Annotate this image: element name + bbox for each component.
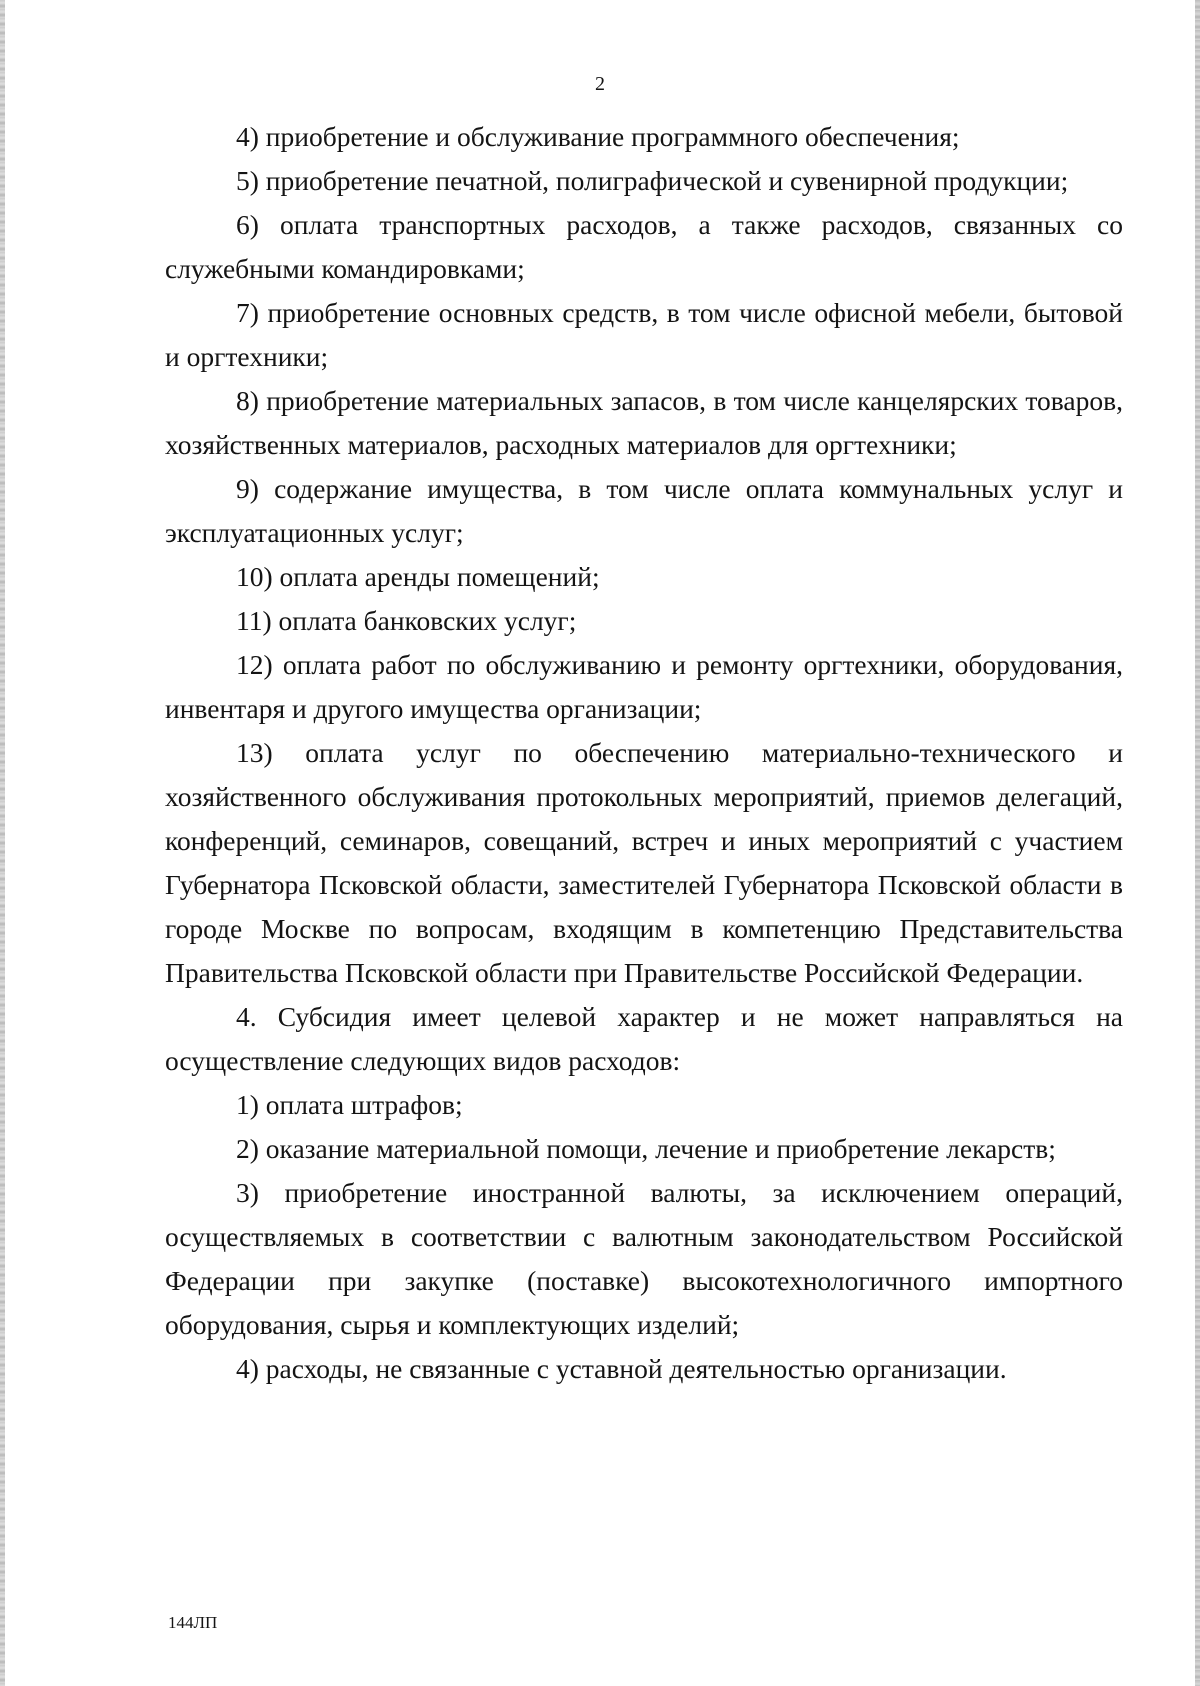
paragraph-item-5-printing: 5) приобретение печатной, полиграфической и сувенирной продукции; [236,165,1069,196]
page-number: 2 [595,73,605,95]
paragraph-item-6-transport: 6) оплата транспортных расходов, а также расходов, связанных со служебными командировками; [165,209,1123,284]
scan-edge-left [0,0,5,1686]
paragraph-restriction-4-unrelated: 4) расходы, не связанные с уставной деятельностью организации. [236,1353,1007,1384]
paragraph-item-13-protocol-events: 13) оплата услуг по обеспечению материально-технического и хозяйственного обслуживания протокольных мероприятий, приемов делегаций, конференций, семинаров, совещаний, встреч и иных мероприятий с участием Губернатора Псковской области, заместителей Губернатора Псковской области в городе Москве по вопросам, входящим в компетенцию Представительства Правительства Псковской области при Правительстве Российской Федерации. [165,737,1123,988]
paragraph-item-7-fixed-assets: 7) приобретение основных средств, в том числе офисной мебели, бытовой и оргтехники; [165,297,1123,372]
paragraph-item-11-banking: 11) оплата банковских услуг; [236,605,577,636]
paragraph-restriction-3-currency: 3) приобретение иностранной валюты, за исключением операций, осуществляемых в соответствии с валютным законодательством Российской Федерации при закупке (поставке) высокотехнологичного импортного оборудования, сырья и комплектующих изделий; [165,1177,1123,1340]
paragraph-section-4-subsidy: 4. Субсидия имеет целевой характер и не может направляться на осуществление следующих видов расходов: [165,1001,1123,1076]
paragraph-restriction-1-fines: 1) оплата штрафов; [236,1089,463,1120]
document-body [165,115,1123,1391]
document-code: 144ЛП [168,1613,218,1632]
paragraph-item-10-rent: 10) оплата аренды помещений; [236,561,600,592]
scan-edge-right [1195,0,1200,1686]
paragraph-item-12-repairs: 12) оплата работ по обслуживанию и ремонту оргтехники, оборудования, инвентаря и другого имущества организации; [165,649,1123,724]
paragraph-item-9-property-maintenance: 9) содержание имущества, в том числе оплата коммунальных услуг и эксплуатационных услуг; [165,473,1123,548]
paragraph-item-8-materials: 8) приобретение материальных запасов, в том числе канцелярских товаров, хозяйственных материалов, расходных материалов для оргтехники; [165,385,1123,460]
paragraph-item-4-software: 4) приобретение и обслуживание программного обеспечения; [236,121,960,152]
paragraph-restriction-2-aid: 2) оказание материальной помощи, лечение и приобретение лекарств; [236,1133,1056,1164]
